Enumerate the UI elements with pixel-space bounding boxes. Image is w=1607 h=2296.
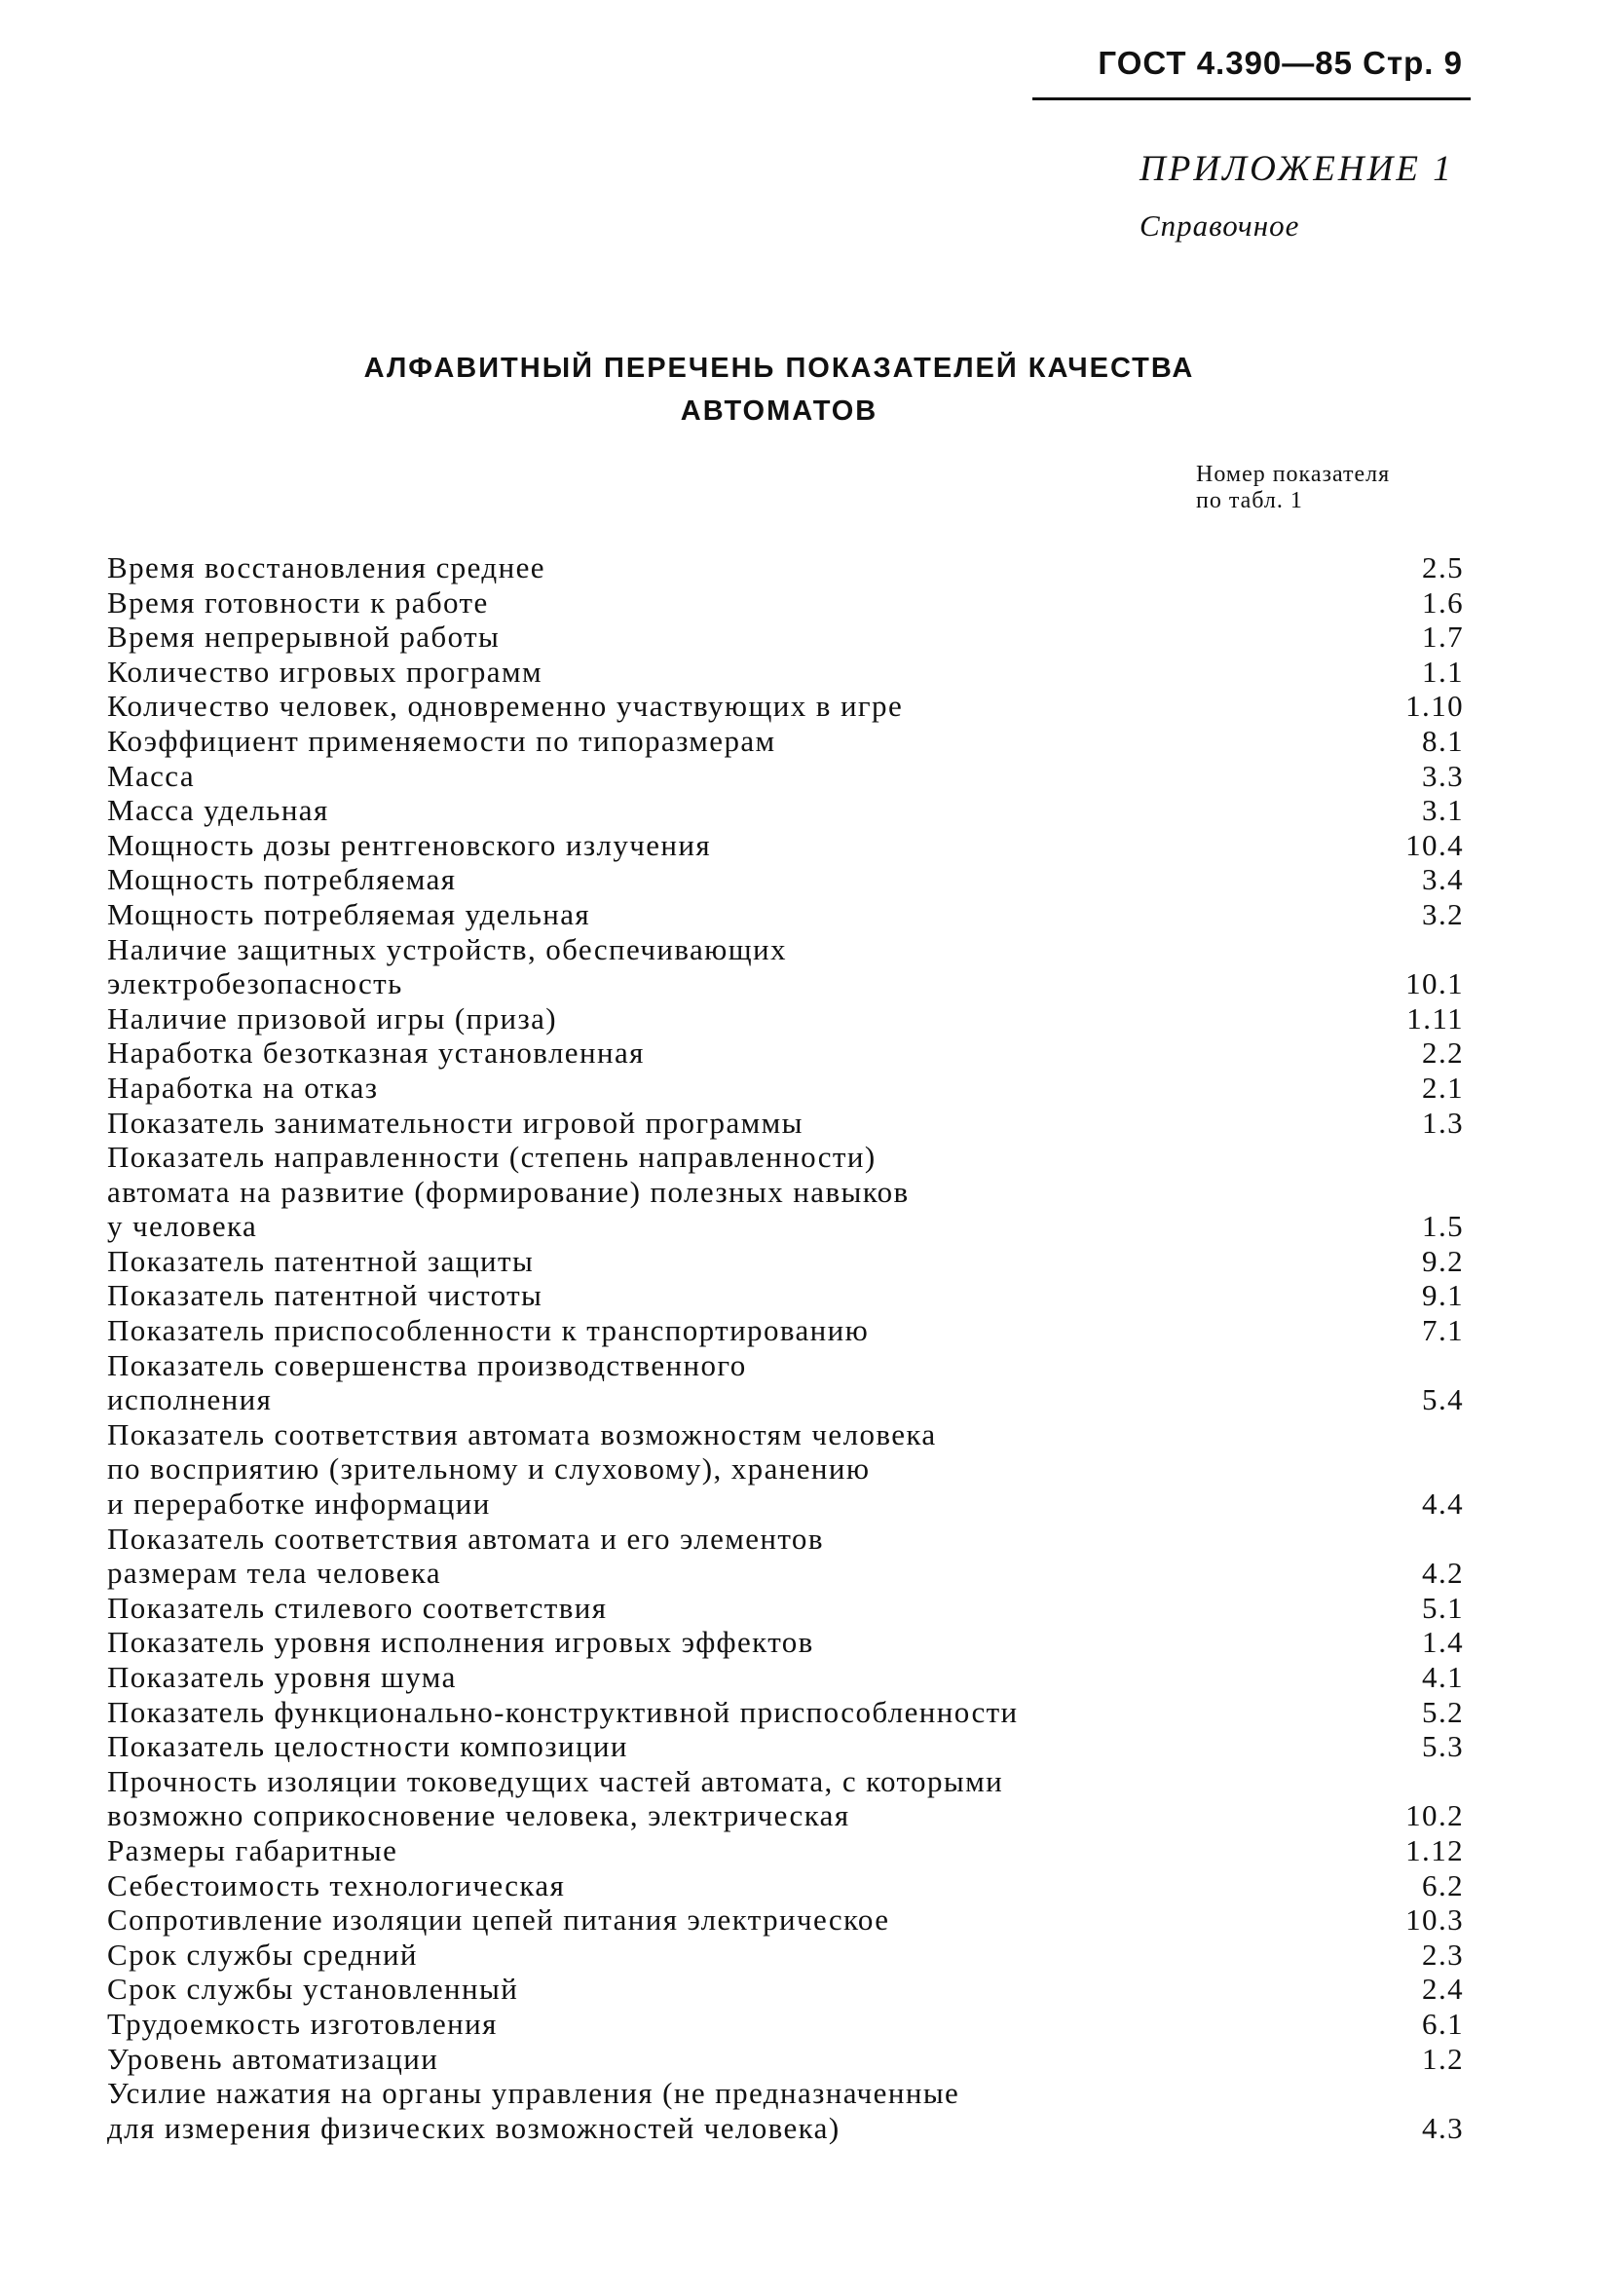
- entry-number: 1.10: [1405, 689, 1464, 724]
- column-header-text: Номер показателя по табл. 1: [1196, 462, 1391, 513]
- entry-name: Показатель направленности (степень направленности) автомата на развитие (формирование) полезных навыков у человека: [107, 1140, 910, 1244]
- index-entry: [107, 2076, 1466, 2145]
- entry-name: Количество игровых программ: [107, 654, 543, 689]
- entry-name: Коэффициент применяемости по типоразмерам: [107, 723, 776, 758]
- index-entry: [107, 1972, 1466, 2007]
- index-entry: [107, 862, 1466, 897]
- entry-number: 1.6: [1422, 584, 1464, 620]
- entry-name: Прочность изоляции токоведущих частей автомата, с которыми возможно соприкосновение человека, электрическая: [107, 1763, 1004, 1833]
- entry-number: 4.2: [1422, 1556, 1464, 1591]
- entry-name: Показатель целостности композиции: [107, 1729, 628, 1764]
- entry-name: Показатель соответствия автомата и его элементов размерам тела человека: [107, 1521, 824, 1591]
- entry-name: Показатель стилевого соответствия: [107, 1590, 608, 1625]
- index-entry: [107, 2007, 1466, 2042]
- entry-number: 3.1: [1422, 793, 1464, 828]
- appendix-subtitle: Справочное: [1140, 208, 1300, 243]
- entry-number: 6.2: [1422, 1867, 1464, 1902]
- entry-name: Мощность потребляемая удельная: [107, 896, 591, 931]
- entry-name: Показатель приспособленности к транспортированию: [107, 1313, 870, 1348]
- document-title-text: АЛФАВИТНЫЙ ПЕРЕЧЕНЬ ПОКАЗАТЕЛЕЙ КАЧЕСТВА АВТОМАТОВ: [363, 353, 1195, 427]
- index-entry: [107, 1071, 1466, 1106]
- index-entry: [107, 1417, 1466, 1522]
- entry-name: Трудоемкость изготовления: [107, 2006, 498, 2041]
- index-entry: [107, 1313, 1466, 1348]
- entry-number: 1.1: [1422, 654, 1464, 689]
- index-entry: [107, 1591, 1466, 1626]
- entry-name: Себестоимость технологическая: [107, 1867, 566, 1902]
- entry-number: 10.2: [1405, 1798, 1464, 1833]
- entry-name: Уровень автоматизации: [107, 2041, 439, 2076]
- index-entry: [107, 932, 1466, 1001]
- entry-name: Показатель уровня шума: [107, 1660, 457, 1694]
- index-entry: [107, 1764, 1466, 1833]
- entry-number: 2.5: [1422, 550, 1464, 584]
- entry-name: Наличие призовой игры (приза): [107, 1000, 557, 1035]
- entry-number: 2.2: [1422, 1035, 1464, 1071]
- index-entry: [107, 1140, 1466, 1244]
- index-entry: [107, 1695, 1466, 1730]
- entry-number: 4.3: [1422, 2110, 1464, 2145]
- index-entry: [107, 897, 1466, 932]
- entry-number: 1.7: [1422, 620, 1464, 655]
- entry-name: Показатель функционально-конструктивной приспособленности: [107, 1694, 1019, 1729]
- entry-number: 4.4: [1422, 1487, 1464, 1522]
- entry-number: 8.1: [1422, 723, 1464, 758]
- index-entry: [107, 1106, 1466, 1141]
- header-rule: [1032, 97, 1471, 100]
- entry-number: 5.4: [1422, 1382, 1464, 1417]
- entry-number: 5.3: [1422, 1729, 1464, 1764]
- entry-number: 2.1: [1422, 1070, 1464, 1105]
- entry-name: Усилие нажатия на органы управления (не предназначенные для измерения физических возможностей человека): [107, 2076, 960, 2145]
- index-entry: [107, 1348, 1466, 1417]
- entry-name: Показатель занимательности игровой программы: [107, 1105, 804, 1140]
- index-entry: [107, 2042, 1466, 2077]
- index-entry: [107, 550, 1466, 585]
- index-entry: [107, 620, 1466, 655]
- entry-number: 1.12: [1405, 1832, 1464, 1867]
- index-entry: [107, 1522, 1466, 1591]
- entry-number: 1.11: [1406, 1000, 1464, 1035]
- index-entry: [107, 759, 1466, 794]
- index-entry: [107, 1868, 1466, 1903]
- entry-number: 6.1: [1422, 2006, 1464, 2041]
- appendix-title: ПРИЛОЖЕНИЕ 1: [1140, 149, 1454, 189]
- entry-number: 2.3: [1422, 1937, 1464, 1972]
- entry-name: Наличие защитных устройств, обеспечивающих электробезопасность: [107, 931, 787, 1001]
- index-entry: [107, 1244, 1466, 1279]
- entry-name: Время готовности к работе: [107, 584, 489, 620]
- index-entry: [107, 1625, 1466, 1660]
- entry-name: Показатель соответствия автомата возможностям человека по восприятию (зрительному и слуховому), хранению и переработке информации: [107, 1416, 937, 1522]
- entry-number: 9.1: [1422, 1278, 1464, 1313]
- index-entry: [107, 1278, 1466, 1313]
- entry-name: Наработка на отказ: [107, 1070, 379, 1105]
- entry-name: Количество человек, одновременно участвующих в игре: [107, 689, 904, 724]
- index-entry: [107, 1035, 1466, 1071]
- entry-name: Показатель уровня исполнения игровых эффектов: [107, 1625, 814, 1660]
- entry-name: Масса удельная: [107, 793, 329, 828]
- entry-number: 5.1: [1422, 1590, 1464, 1625]
- entry-name: Время восстановления среднее: [107, 550, 545, 584]
- entry-number: 2.4: [1422, 1972, 1464, 2007]
- index-entry: [107, 1001, 1466, 1036]
- index-entry: [107, 689, 1466, 724]
- document-title: [292, 347, 1266, 433]
- entry-number: 4.1: [1422, 1660, 1464, 1694]
- index-entry: [107, 1902, 1466, 1938]
- entry-number: 1.5: [1422, 1209, 1464, 1244]
- entry-number: 5.2: [1422, 1694, 1464, 1729]
- entry-name: Показатель патентной защиты: [107, 1243, 535, 1278]
- index-entry: [107, 1833, 1466, 1868]
- entry-number: 3.3: [1422, 758, 1464, 793]
- entry-number: 1.3: [1422, 1105, 1464, 1140]
- index-entry: [107, 724, 1466, 759]
- entry-name: Сопротивление изоляции цепей питания электрическое: [107, 1902, 890, 1938]
- entry-name: Мощность дозы рентгеновского излучения: [107, 827, 712, 862]
- page-header: [1032, 45, 1471, 100]
- entry-number: 10.3: [1405, 1902, 1464, 1938]
- index-entry: [107, 828, 1466, 863]
- entry-number: 10.4: [1405, 827, 1464, 862]
- index-entry: [107, 585, 1466, 621]
- entry-number: 3.2: [1422, 896, 1464, 931]
- entry-number: 9.2: [1422, 1243, 1464, 1278]
- index-entry: [107, 1729, 1466, 1764]
- entry-number: 7.1: [1422, 1313, 1464, 1348]
- indicator-index-list: [107, 550, 1466, 2145]
- entry-name: Показатель патентной чистоты: [107, 1278, 543, 1313]
- entry-name: Срок службы средний: [107, 1937, 418, 1972]
- entry-name: Время непрерывной работы: [107, 620, 501, 655]
- index-entry: [107, 1660, 1466, 1695]
- entry-number: 3.4: [1422, 862, 1464, 897]
- entry-number: 1.4: [1422, 1625, 1464, 1660]
- entry-name: Масса: [107, 758, 195, 793]
- entry-name: Наработка безотказная установленная: [107, 1035, 645, 1071]
- entry-number: 10.1: [1405, 966, 1464, 1001]
- entry-number: 1.2: [1422, 2041, 1464, 2076]
- entry-name: Срок службы установленный: [107, 1972, 519, 2007]
- index-entry: [107, 655, 1466, 690]
- entry-name: Показатель совершенства производственного исполнения: [107, 1347, 747, 1417]
- index-entry: [107, 1938, 1466, 1973]
- entry-name: Мощность потребляемая: [107, 862, 457, 897]
- column-header-indicator-number: [1196, 462, 1469, 514]
- entry-name: Размеры габаритные: [107, 1832, 398, 1867]
- index-entry: [107, 793, 1466, 828]
- header-standard-page: ГОСТ 4.390—85 Стр. 9: [1098, 45, 1463, 81]
